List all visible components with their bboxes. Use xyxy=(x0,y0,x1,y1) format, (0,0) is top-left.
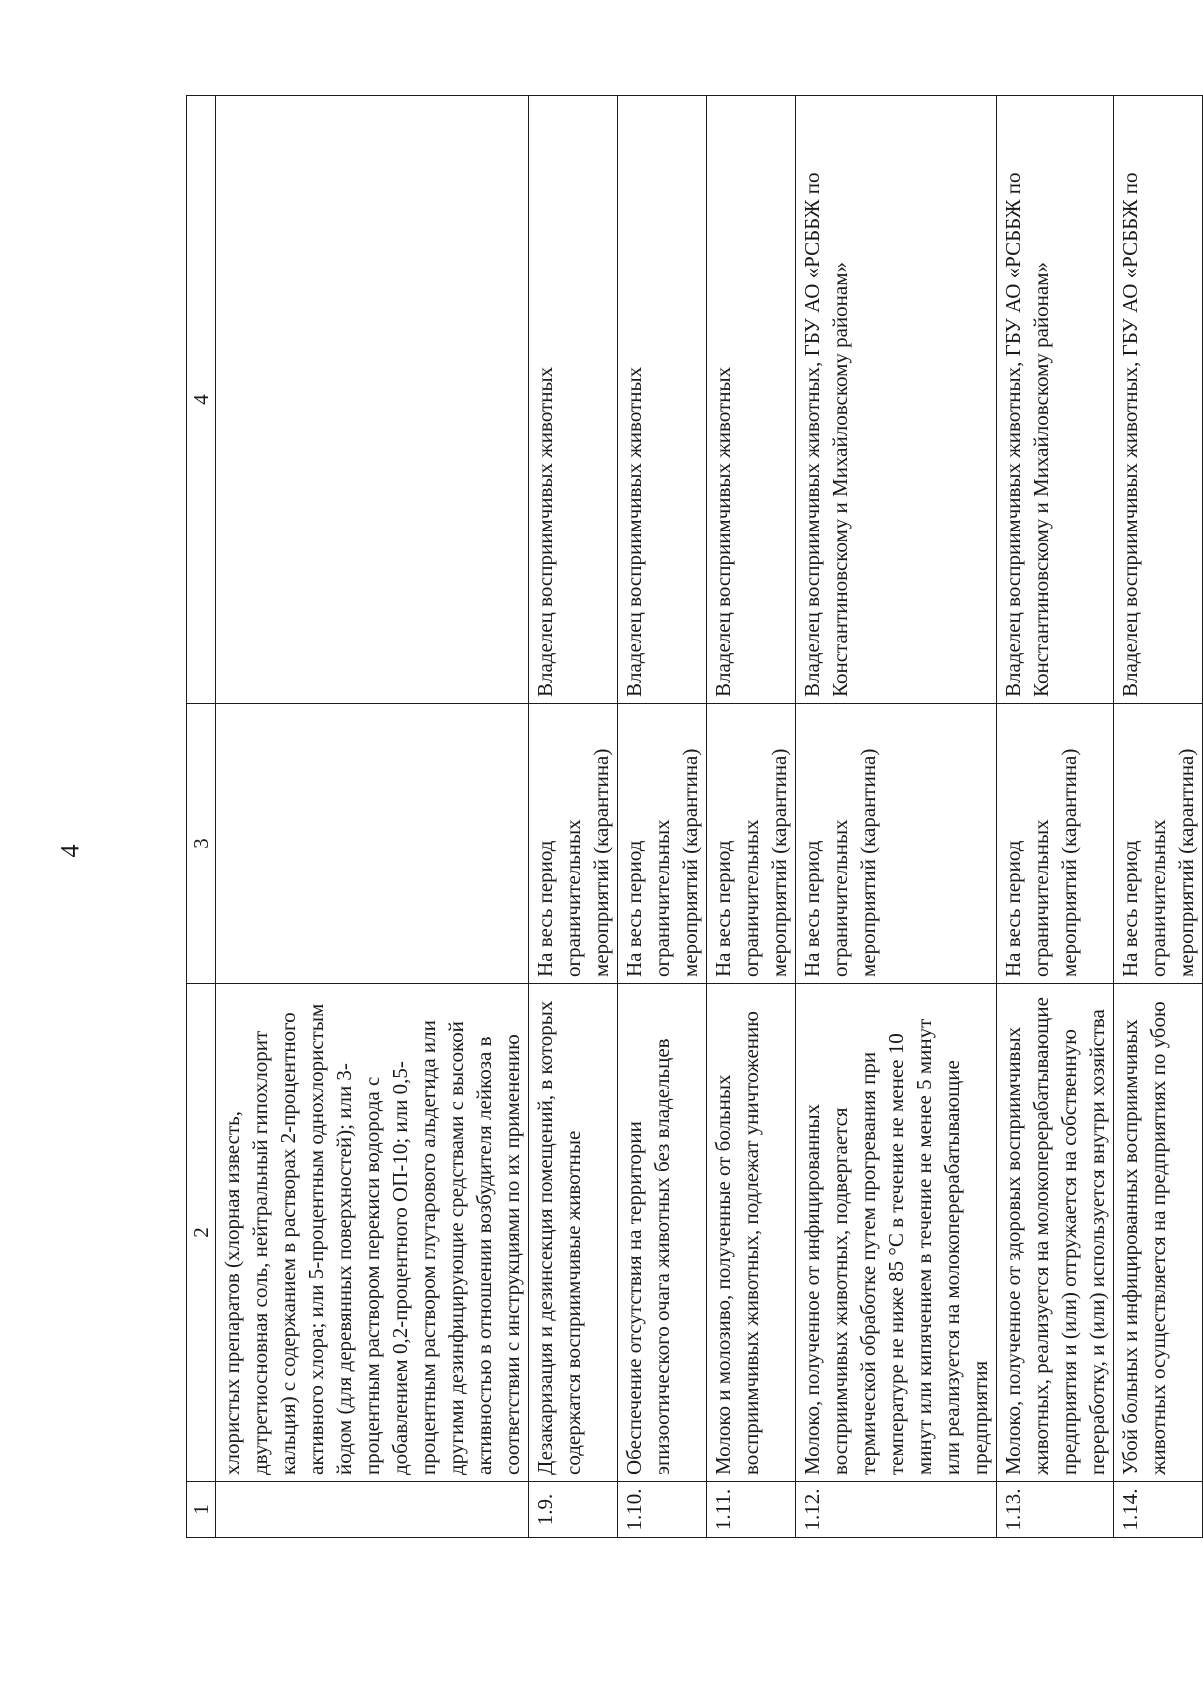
measure-cell: Убой больных и инфицированных восприимчивых животных осуществляется на предприятиях по убою xyxy=(1114,984,1203,1482)
table-row xyxy=(1114,96,1203,1538)
measures-table xyxy=(186,95,1203,1538)
measure-cell: Дезакаризация и дезинсекция помещений, в которых содержатся восприимчивые животные xyxy=(529,984,618,1482)
responsible-cell: Владелец восприимчивых животных, ГБУ АО «РСББЖ по xyxy=(1114,96,1203,704)
header-col-2: 2 xyxy=(187,984,216,1482)
measure-cell: Молоко и молозиво, полученные от больных восприимчивых животных, подлежат уничтожению xyxy=(707,984,796,1482)
measure-cell: Обеспечение отсутствия на территории эпизоотического очага животных без владельцев xyxy=(618,984,707,1482)
responsible-cell: Владелец восприимчивых животных, ГБУ АО «РСББЖ по Константиновскому и Михайловскому районам» xyxy=(796,96,997,704)
row-number: 1.13. xyxy=(997,1482,1114,1538)
table-row xyxy=(796,96,997,1538)
row-number: 1.11. xyxy=(707,1482,796,1538)
period-cell: На весь период ограничительных мероприятий (карантина) xyxy=(997,704,1114,984)
measure-cell: хлористых препаратов (хлорная известь, двутретиосновная соль, нейтральный гипохлорит кальция) с содержанием в растворах 2-процентного активного хлора; или 5-процентным однохлористым йодом (для деревянных поверхностей); или 3-процентным раствором перекиси водорода с добавлением 0,2-процентного ОП-10; или 0,5-процентным раствором глутарового альдегида или другими дезинфицирующие средствами с высокой активностью в отношении возбудителя лейкоза в соответствии с инструкциями по их применению xyxy=(216,984,529,1482)
row-number: 1.9. xyxy=(529,1482,618,1538)
period-cell: На весь период ограничительных мероприятий (карантина) xyxy=(618,704,707,984)
responsible-cell: Владелец восприимчивых животных, ГБУ АО «РСББЖ по Константиновскому и Михайловскому районам» xyxy=(997,96,1114,704)
responsible-cell xyxy=(216,96,529,704)
responsible-cell: Владелец восприимчивых животных xyxy=(707,96,796,704)
table-row xyxy=(529,96,618,1538)
period-cell: На весь период ограничительных мероприятий (карантина) xyxy=(707,704,796,984)
period-cell: На весь период ограничительных мероприятий (карантина) xyxy=(796,704,997,984)
header-col-3: 3 xyxy=(187,704,216,984)
row-number: 1.10. xyxy=(618,1482,707,1538)
row-number xyxy=(216,1482,529,1538)
period-cell xyxy=(216,704,529,984)
table-row xyxy=(997,96,1114,1538)
page-number: 4 xyxy=(55,844,85,858)
period-cell: На весь период ограничительных мероприятий (карантина) xyxy=(529,704,618,984)
measure-cell: Молоко, полученное от здоровых восприимчивых животных, реализуется на молокоперерабатывающие предприятия и (или) отгружается на собственную переработку, и (или) используется внутри хозяйства xyxy=(997,984,1114,1482)
table-header-row xyxy=(187,96,216,1538)
table-row xyxy=(707,96,796,1538)
table-row xyxy=(216,96,529,1538)
header-col-4: 4 xyxy=(187,96,216,704)
period-cell: На весь период ограничительных мероприятий (карантина) xyxy=(1114,704,1203,984)
table-row xyxy=(618,96,707,1538)
responsible-cell: Владелец восприимчивых животных xyxy=(529,96,618,704)
row-number: 1.12. xyxy=(796,1482,997,1538)
rotated-table-container xyxy=(186,96,1198,1538)
measure-cell: Молоко, полученное от инфицированных восприимчивых животных, подвергается термической обработке путем прогревания при температуре не ниже 85 °С в течение не менее 10 минут или кипячением в течение не менее 5 минут или реализуется на молокоперерабатывающие предприятия xyxy=(796,984,997,1482)
row-number: 1.14. xyxy=(1114,1482,1203,1538)
responsible-cell: Владелец восприимчивых животных xyxy=(618,96,707,704)
header-col-1: 1 xyxy=(187,1482,216,1538)
